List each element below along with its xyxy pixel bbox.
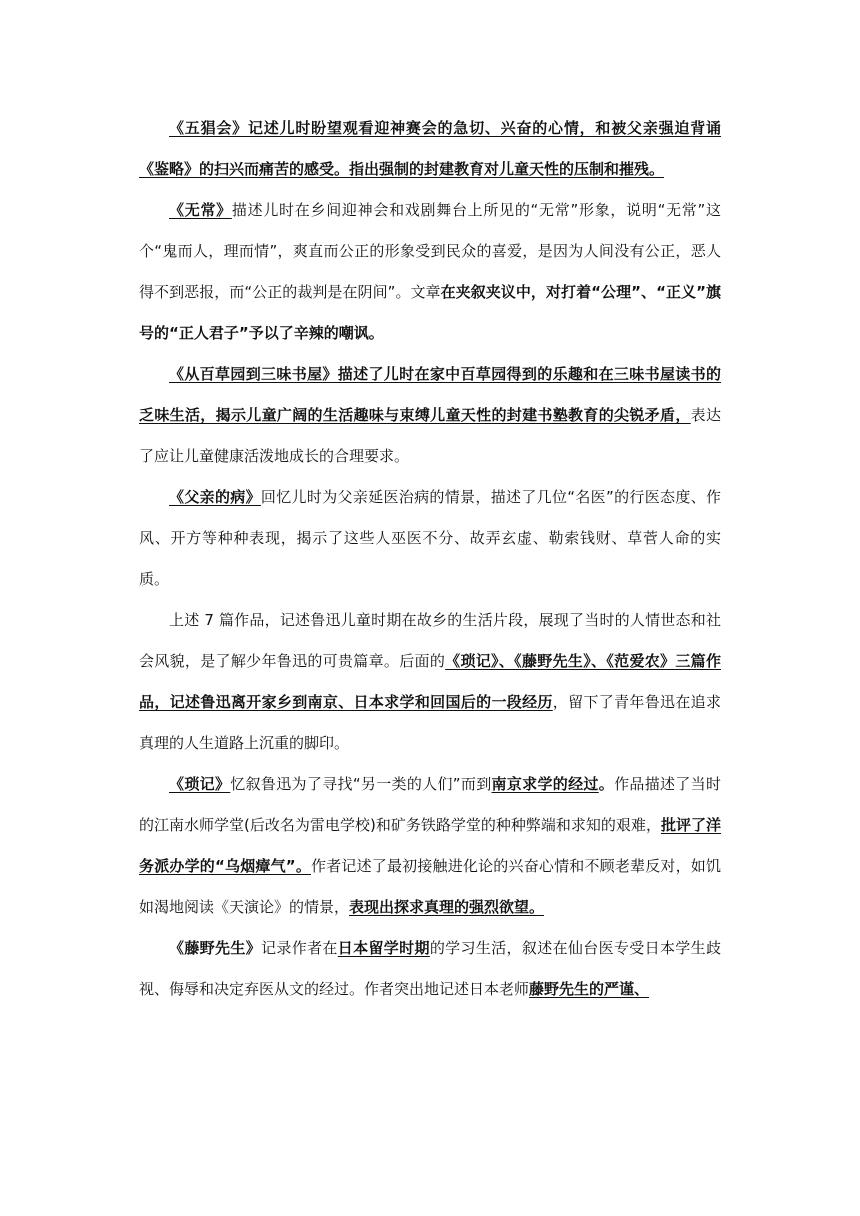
text-segment: 藤野先生的严谨、 [529,980,650,998]
paragraph-baicaoyuan [139,354,721,477]
text-segment: 作者记述了最初接触进化论的兴奋心情和不顾老辈反对，如饥如渴地阅读《天演论》的情景， [139,857,721,916]
text-segment: 《从百草园到三味书屋》描述了儿时在家中百草园得到的乐趣和在三味书屋读书的乏味生活，揭示儿童广阔的生活趣味与束缚儿童天性的封建书塾教育的尖锐矛盾， [139,365,721,424]
text-segment: 描述儿时在乡间迎神会和戏剧舞台上所见的“无常”形象，说明“无常”这个“鬼而人，理而情”，爽直而公正的形象受到民众的喜爱，是因为人间没有公正，恶人得不到恶报，而“公正的裁判是在阴间”。文章 [139,201,721,301]
text-segment: 。 [598,775,615,793]
text-segment: 《琐记》、《藤野先生》、《范爱农》三篇作品，记述鲁迅离开家乡到南京、日本求学和回国后的一段经历 [139,652,721,711]
text-segment: 南京求学的经过 [491,775,599,793]
text-segment: 上述 7 篇作品，记述鲁迅儿童时期在故乡的生活片段，展现了当时的人情世态和社会风貌，是了解少年鲁迅的可贵篇章。后面的 [139,611,721,670]
text-segment: 忆叙鲁迅为了寻找“另一类的人们”而到 [230,775,492,793]
text-segment: 在夹叙夹议中，对打着“公理”、“正义”旗号的“正人君子”予以了辛辣的嘲讽。 [139,283,722,342]
text-segment: 《父亲的病》 [169,488,261,506]
text-segment: ，留下了青年鲁迅在追求真理的人生道路上沉重的脚印。 [139,693,721,752]
text-segment: 记录作者在 [261,939,338,957]
text-segment: 《无常》 [169,201,232,219]
text-segment: 《藤野先生》 [169,939,262,957]
text-segment: 《五猖会》记述儿时盼望观看迎神赛会的急切、兴奋的心情，和被父亲强迫背诵《鉴略》的扫兴而痛苦的感受。指出强制的封建教育对儿童天性的压制和摧残。 [139,119,721,178]
paragraph-suoji [139,764,721,928]
paragraph-wuchang [139,190,721,354]
paragraph-wuchanghui [139,108,721,190]
text-segment: 表达了应让儿童健康活泼地成长的合理要求。 [139,406,721,465]
paragraph-fuqindebing [139,477,721,600]
document-body [139,108,721,1010]
text-segment: 表现出探求真理的强烈欲望。 [349,898,545,916]
text-segment: 回忆儿时为父亲延医治病的情景，描述了几位“名医”的行医态度、作风、开方等种种表现，揭示了这些人巫医不分、故弄玄虚、勒索钱财、草菅人命的实质。 [139,488,721,588]
text-segment: 作品描述了当时的江南水师学堂(后改名为雷电学校)和矿务铁路学堂的种种弊端和求知的艰难， [139,775,721,834]
paragraph-tengye [139,928,721,1010]
text-segment: 的学习生活，叙述在仙台医专受日本学生歧视、侮辱和决定弃医从文的经过。作者突出地记述日本老师 [139,939,721,998]
text-segment: 日本留学时期 [337,939,430,957]
text-segment: 《琐记》 [169,775,231,793]
text-segment: 批评了洋务派办学的“乌烟瘴气”。 [139,816,721,875]
paragraph-summary [139,600,721,764]
